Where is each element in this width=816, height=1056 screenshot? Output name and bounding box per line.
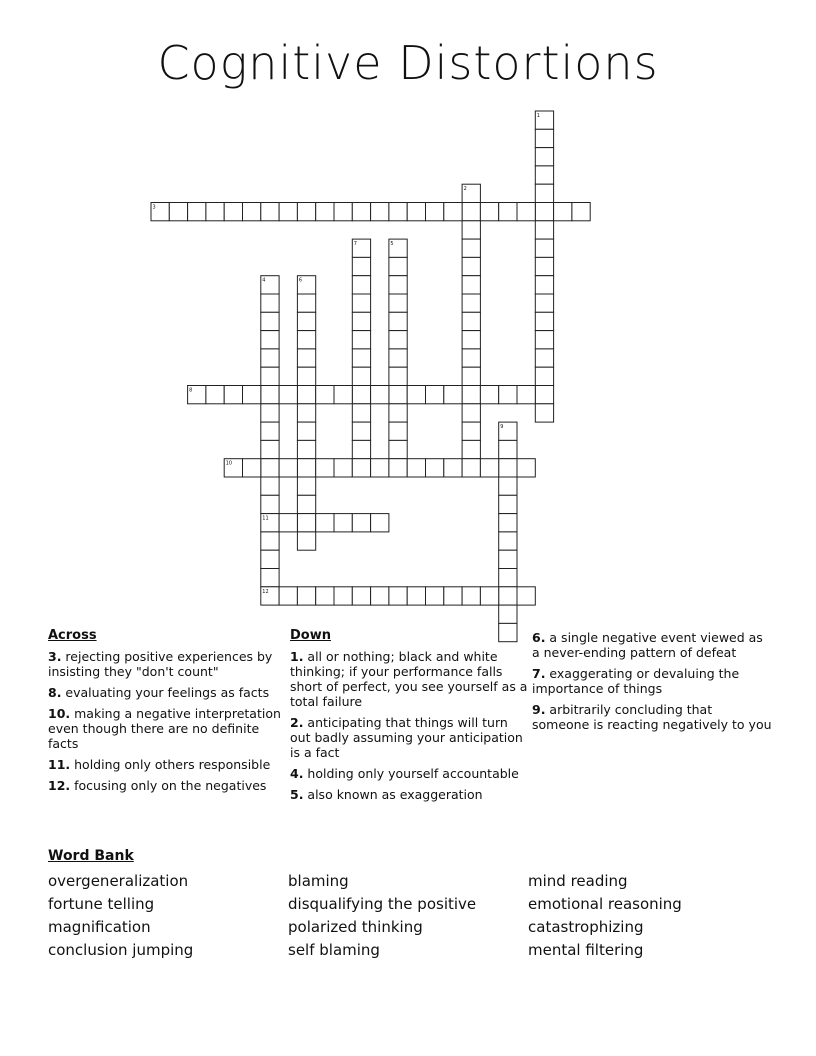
grid-cell[interactable] [480, 203, 498, 221]
grid-cell[interactable] [352, 276, 370, 294]
grid-cell[interactable] [261, 477, 279, 495]
clue-number: 2. [290, 715, 304, 730]
word-bank-column-2 [288, 870, 476, 962]
grid-cell[interactable] [316, 587, 334, 605]
grid-cell[interactable] [371, 587, 389, 605]
grid-cell[interactable] [334, 514, 352, 532]
down-heading: Down [290, 628, 331, 643]
down-clue [290, 649, 530, 709]
word-bank-heading: Word Bank [48, 848, 134, 864]
grid-cell[interactable] [261, 294, 279, 312]
clue-text: all or nothing; black and white thinking; if your performance falls short of perfect, you see yourself as a total failure [290, 649, 528, 709]
grid-cell[interactable] [261, 495, 279, 513]
grid-cell[interactable] [316, 203, 334, 221]
across-clue [48, 706, 288, 751]
grid-cell[interactable] [499, 514, 517, 532]
grid-cell[interactable] [535, 166, 553, 184]
grid-cell[interactable] [297, 477, 315, 495]
grid-cell[interactable] [407, 459, 425, 477]
grid-cell[interactable] [499, 587, 517, 605]
grid-cell[interactable] [462, 203, 480, 221]
grid-cell[interactable] [462, 459, 480, 477]
grid-cell[interactable] [499, 532, 517, 550]
grid-cell[interactable] [462, 276, 480, 294]
across-clue [48, 685, 288, 700]
grid-cell[interactable] [334, 203, 352, 221]
grid-cell[interactable] [535, 239, 553, 257]
grid-cell[interactable] [389, 331, 407, 349]
clue-number: 4. [290, 766, 304, 781]
grid-cell[interactable] [462, 349, 480, 367]
grid-cell[interactable] [297, 587, 315, 605]
grid-cell[interactable] [279, 587, 297, 605]
grid-cell[interactable] [535, 148, 553, 166]
grid-cell[interactable] [535, 257, 553, 275]
grid-cell[interactable] [517, 386, 535, 404]
grid-cell[interactable] [389, 422, 407, 440]
grid-cell[interactable] [261, 312, 279, 330]
grid-cell[interactable] [462, 312, 480, 330]
grid-cell[interactable] [352, 294, 370, 312]
grid-cell[interactable] [462, 257, 480, 275]
grid-cell[interactable] [352, 514, 370, 532]
grid-cell[interactable] [517, 459, 535, 477]
clue-number: 6. [532, 630, 546, 645]
clue-number: 11. [48, 757, 71, 772]
grid-cell[interactable] [480, 459, 498, 477]
across-clues [48, 628, 288, 799]
grid-cell[interactable] [389, 367, 407, 385]
grid-cell[interactable] [462, 587, 480, 605]
grid-cell[interactable] [389, 294, 407, 312]
clue-number-10: 10 [225, 460, 233, 467]
grid-cell[interactable] [535, 203, 553, 221]
clue-number-9: 9 [500, 424, 504, 431]
grid-cell[interactable] [462, 239, 480, 257]
clue-number-8: 8 [189, 387, 193, 394]
grid-cell[interactable] [261, 422, 279, 440]
grid-cell[interactable] [407, 386, 425, 404]
grid-cell[interactable] [297, 532, 315, 550]
grid-cell[interactable] [444, 203, 462, 221]
word-bank-item: polarized thinking [288, 918, 423, 936]
word-bank-item: disqualifying the positive [288, 895, 477, 913]
grid-cell[interactable] [279, 203, 297, 221]
grid-cell[interactable] [334, 386, 352, 404]
grid-cell[interactable] [426, 203, 444, 221]
grid-cell[interactable] [316, 386, 334, 404]
grid-cell[interactable] [261, 349, 279, 367]
grid-cell[interactable] [279, 459, 297, 477]
grid-cell[interactable] [389, 276, 407, 294]
grid-cell[interactable] [243, 386, 261, 404]
grid-cell[interactable] [407, 203, 425, 221]
grid-cell[interactable] [352, 349, 370, 367]
grid-cell[interactable] [444, 587, 462, 605]
grid-cell[interactable] [261, 459, 279, 477]
grid-cell[interactable] [426, 386, 444, 404]
grid-cell[interactable] [297, 422, 315, 440]
clue-number-12: 12 [262, 588, 269, 595]
grid-cell[interactable] [188, 203, 206, 221]
grid-cell[interactable] [480, 587, 498, 605]
grid-cell[interactable] [499, 569, 517, 587]
down-clue [532, 666, 772, 696]
grid-cell[interactable] [535, 386, 553, 404]
grid-cell[interactable] [554, 203, 572, 221]
word-bank-item: fortune telling [48, 895, 155, 913]
grid-cell[interactable] [499, 550, 517, 568]
clue-number: 1. [290, 649, 304, 664]
grid-cell[interactable] [279, 386, 297, 404]
grid-cell[interactable] [261, 550, 279, 568]
grid-cell[interactable] [426, 459, 444, 477]
clue-number: 5. [290, 787, 304, 802]
grid-cell[interactable] [297, 294, 315, 312]
clue-number-11: 11 [262, 515, 269, 522]
grid-cell[interactable] [407, 587, 425, 605]
grid-cell[interactable] [499, 203, 517, 221]
grid-cell[interactable] [462, 404, 480, 422]
clue-text: rejecting positive experiences by insisting they "don't count" [48, 649, 273, 679]
grid-cell[interactable] [535, 221, 553, 239]
clue-text: arbitrarily concluding that someone is reacting negatively to you [532, 702, 772, 732]
clue-text: exaggerating or devaluing the importance of things [532, 666, 740, 696]
down-clue [532, 702, 772, 732]
grid-cell[interactable] [243, 203, 261, 221]
clue-text: focusing only on the negatives [70, 778, 267, 793]
clue-number: 3. [48, 649, 62, 664]
grid-cell[interactable] [352, 422, 370, 440]
grid-cell[interactable] [352, 440, 370, 458]
clue-number: 12. [48, 778, 71, 793]
clue-number-1: 1 [536, 113, 540, 119]
grid-cell[interactable] [352, 386, 370, 404]
grid-cell[interactable] [535, 129, 553, 147]
grid-cell[interactable] [297, 331, 315, 349]
grid-cell[interactable] [389, 440, 407, 458]
grid-cell[interactable] [297, 312, 315, 330]
down-clues-continued [532, 630, 772, 738]
clue-text: making a negative interpretation even though there are no definite facts [48, 706, 281, 751]
clue-number-5: 5 [390, 241, 394, 248]
word-bank-item: mental filtering [528, 941, 644, 959]
grid-cell[interactable] [261, 404, 279, 422]
grid-cell[interactable] [426, 587, 444, 605]
grid-cell[interactable] [279, 514, 297, 532]
grid-cell[interactable] [535, 367, 553, 385]
grid-cell[interactable] [316, 514, 334, 532]
grid-cell[interactable] [462, 294, 480, 312]
grid-cell[interactable] [462, 386, 480, 404]
across-clue [48, 649, 288, 679]
grid-cell[interactable] [224, 203, 242, 221]
grid-cell[interactable] [352, 367, 370, 385]
clue-number-7: 7 [353, 241, 357, 248]
grid-cell[interactable] [462, 367, 480, 385]
across-clue [48, 778, 288, 793]
word-bank-item: mind reading [528, 872, 628, 890]
grid-cell[interactable] [499, 459, 517, 477]
grid-cell[interactable] [462, 221, 480, 239]
grid-cell[interactable] [352, 312, 370, 330]
grid-cell[interactable] [206, 203, 224, 221]
grid-cell[interactable] [480, 386, 498, 404]
grid-cell[interactable] [261, 367, 279, 385]
across-heading: Across [48, 628, 97, 643]
grid-cell[interactable] [297, 440, 315, 458]
grid-cell[interactable] [517, 587, 535, 605]
grid-cell[interactable] [297, 495, 315, 513]
grid-cell[interactable] [389, 386, 407, 404]
grid-cell[interactable] [444, 459, 462, 477]
grid-cell[interactable] [371, 386, 389, 404]
grid-cell[interactable] [572, 203, 590, 221]
down-clue [290, 787, 530, 802]
clue-text: evaluating your feelings as facts [61, 685, 270, 700]
word-bank-item: emotional reasoning [528, 895, 682, 913]
word-bank-item: catastrophizing [528, 918, 644, 936]
grid-cell[interactable] [352, 331, 370, 349]
grid-cell[interactable] [316, 459, 334, 477]
clue-number-6: 6 [298, 277, 303, 284]
grid-cell[interactable] [535, 294, 553, 312]
word-bank-item: conclusion jumping [48, 941, 194, 959]
grid-cell[interactable] [297, 203, 315, 221]
clue-number: 9. [532, 702, 546, 717]
grid-cell[interactable] [261, 569, 279, 587]
grid-cell[interactable] [261, 440, 279, 458]
across-clue [48, 757, 288, 772]
word-bank-item: blaming [288, 872, 349, 890]
grid-cell[interactable] [261, 532, 279, 550]
grid-cell[interactable] [535, 404, 553, 422]
grid-cell[interactable] [535, 184, 553, 202]
grid-cell[interactable] [243, 459, 261, 477]
grid-cell[interactable] [499, 605, 517, 623]
grid-cell[interactable] [535, 349, 553, 367]
clue-text: a single negative event viewed as a never-ending pattern of defeat [532, 630, 763, 660]
grid-cell[interactable] [224, 386, 242, 404]
clue-text: also known as exaggeration [303, 787, 483, 802]
grid-cell[interactable] [352, 203, 370, 221]
grid-cell[interactable] [297, 514, 315, 532]
grid-cell[interactable] [352, 404, 370, 422]
grid-cell[interactable] [371, 459, 389, 477]
grid-cell[interactable] [371, 203, 389, 221]
grid-cell[interactable] [297, 386, 315, 404]
word-bank-item: self blaming [288, 941, 380, 959]
grid-cell[interactable] [334, 587, 352, 605]
grid-cell[interactable] [462, 422, 480, 440]
grid-cell[interactable] [297, 459, 315, 477]
grid-cell[interactable] [499, 495, 517, 513]
grid-cell[interactable] [371, 514, 389, 532]
grid-cell[interactable] [389, 257, 407, 275]
grid-cell[interactable] [517, 203, 535, 221]
grid-cell[interactable] [535, 312, 553, 330]
grid-cell[interactable] [444, 386, 462, 404]
word-bank-item: overgeneralization [48, 872, 189, 890]
clue-number-4: 4 [262, 277, 266, 284]
clue-text: holding only others responsible [70, 757, 271, 772]
grid-cell[interactable] [206, 386, 224, 404]
grid-cell[interactable] [389, 312, 407, 330]
grid-cell[interactable] [499, 440, 517, 458]
grid-cell[interactable] [261, 203, 279, 221]
clue-number: 8. [48, 685, 62, 700]
grid-cell[interactable] [389, 459, 407, 477]
word-bank-column-1 [48, 870, 193, 962]
down-clues [290, 628, 530, 808]
grid-cell[interactable] [499, 386, 517, 404]
clue-text: anticipating that things will turn out badly assuming your anticipation is a fact [290, 715, 523, 760]
clue-number: 7. [532, 666, 546, 681]
grid-cell[interactable] [462, 440, 480, 458]
grid-cell[interactable] [535, 276, 553, 294]
clue-text: holding only yourself accountable [303, 766, 519, 781]
down-clue [532, 630, 772, 660]
grid-cell[interactable] [169, 203, 187, 221]
down-clue [290, 715, 530, 760]
grid-cell[interactable] [261, 331, 279, 349]
grid-cell[interactable] [297, 367, 315, 385]
clue-number: 10. [48, 706, 71, 721]
down-clue [290, 766, 530, 781]
grid-cell[interactable] [462, 331, 480, 349]
clue-number-3: 3 [152, 204, 156, 211]
word-bank-item: magnification [48, 918, 151, 936]
clue-number-2: 2 [463, 186, 467, 193]
grid-cell[interactable] [535, 331, 553, 349]
grid-cell[interactable] [389, 587, 407, 605]
page-title: Cognitive Distortions [157, 36, 659, 90]
grid-cell[interactable] [389, 404, 407, 422]
grid-cell[interactable] [297, 349, 315, 367]
grid-cell[interactable] [261, 386, 279, 404]
grid-cell[interactable] [389, 349, 407, 367]
grid-cell[interactable] [499, 477, 517, 495]
grid-cell[interactable] [352, 257, 370, 275]
grid-cell[interactable] [297, 404, 315, 422]
grid-cell[interactable] [389, 203, 407, 221]
grid-cell[interactable] [334, 459, 352, 477]
grid-cell[interactable] [352, 587, 370, 605]
word-bank-column-3 [528, 870, 682, 962]
grid-cell[interactable] [352, 459, 370, 477]
